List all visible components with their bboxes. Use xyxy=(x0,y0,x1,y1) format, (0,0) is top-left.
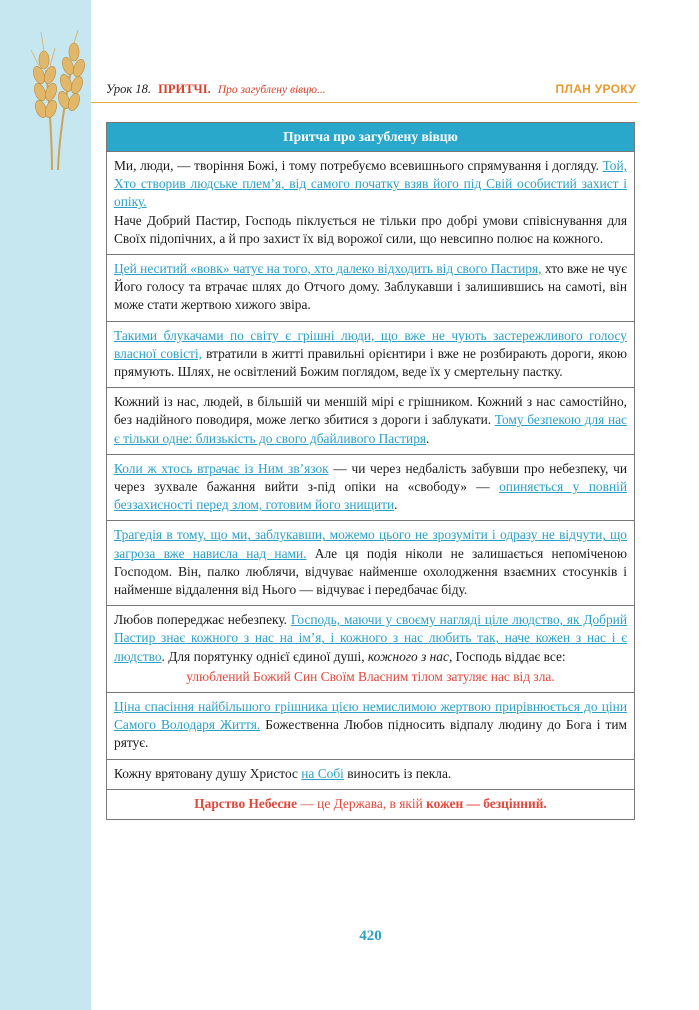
text-run: Божественна Любов підносить відпалу людину до Бога і тим рятує. xyxy=(114,717,627,751)
text-run: хто вже не чує Його голосу та втрачає шлях до Отчого дому. Заблукавши і залишившись на самоті, він може стати жертвою хижого звіра. xyxy=(114,261,627,313)
table-row xyxy=(107,606,635,693)
highlighted-text: Тому безпекою для нас є тільки одне: близькість до свого дбайливого Пастиря xyxy=(114,412,628,446)
table-cell xyxy=(107,521,635,606)
text-run: . xyxy=(394,497,398,513)
table-cell xyxy=(107,606,635,693)
text-run: Але ця подія ніколи не залишається непоміченою Господом. Він, палко люблячи, відчуває найменше охолодження взаємних стосунків і найменше віддалення від Нього — відчуває і передбачає біду. xyxy=(114,545,627,598)
highlighted-text: на Собі xyxy=(301,765,344,781)
kingdom-heading: Царство Небесне xyxy=(194,795,298,811)
table-cell xyxy=(107,693,635,760)
parable-table xyxy=(106,122,635,820)
highlighted-text: Такими блукачами по світу є грішні люди, що вже не чують застережливого голосу власної совісті, xyxy=(114,327,627,361)
table-row xyxy=(107,388,635,455)
text-run: Ми, люди, — творіння Божі, і тому потребуємо всевишнього спрямування і догляду. xyxy=(114,158,603,173)
italic-text: кожного з нас xyxy=(367,648,449,664)
table-header-row xyxy=(107,123,635,152)
highlighted-text: Ціна спасіння найбільшого грішника цією немислимою жертвою прирівнюється до ціни Самого Володаря Життя. xyxy=(114,699,627,733)
table-title: Притча про загублену вівцю xyxy=(107,123,635,152)
text-run: . xyxy=(426,430,430,446)
text-run: — це Держава, в якій xyxy=(297,795,427,811)
page-header xyxy=(106,82,636,102)
table-cell xyxy=(107,255,635,322)
table-row xyxy=(107,521,635,606)
wheat-icon xyxy=(22,30,92,170)
table-cell xyxy=(107,321,635,388)
lesson-number: Урок 18. xyxy=(106,82,152,96)
table-row xyxy=(107,693,635,760)
page-number: 420 xyxy=(359,928,382,944)
conclusion-cell xyxy=(107,789,635,819)
table-row xyxy=(107,152,635,255)
table-row xyxy=(107,255,635,322)
highlighted-text: Господь, маючи у своєму нагляді ціле людство, як Добрий Пастир знає кожного з нас на ім’я, і кожного з нас любить так, наче кожен з нас і є людство xyxy=(114,612,627,664)
red-quote: улюблений Божий Син Своїм Власним тілом затуляє нас від зла. xyxy=(186,668,555,684)
table-cell xyxy=(107,759,635,789)
highlighted-text: опиняється у повній беззахисності перед злом, готовим його знищити xyxy=(114,479,627,513)
text-run: — чи через недбалість забувши про небезпеку, чи через зухвале бажання вийти з-під опіки на «свободу» — xyxy=(114,460,627,495)
header-divider xyxy=(91,102,637,103)
lesson-subtitle: Про загублену вівцю... xyxy=(217,84,326,96)
text-run: , Господь віддає все: xyxy=(448,648,566,664)
lesson-plan-label: ПЛАН УРОКУ xyxy=(555,82,636,96)
text-run: . Для порятунку однієї єдиної душі, xyxy=(161,648,368,664)
text-run: Кожну врятовану душу Христос xyxy=(114,765,302,781)
highlighted-text: Трагедія в тому, що ми, заблукавши, можемо цього не зрозуміти і одразу не відчути, що загроза вже нависла над нами. xyxy=(114,527,627,561)
table-row xyxy=(107,759,635,789)
text-run: Любов попереджає небезпеку. xyxy=(114,612,291,628)
table-cell xyxy=(107,454,635,521)
lesson-topic: ПРИТЧІ. xyxy=(158,82,211,96)
emphasis-text: кожен — безцінний. xyxy=(426,795,547,811)
table-row xyxy=(107,789,635,819)
text-run: виносить із пекла. xyxy=(343,765,452,781)
text-run: втратили в житті правильні орієнтири і вже не розбирають дороги, якою прямують. Шлях, не освітлений Божим поглядом, веде їх у смертельну пастку. xyxy=(114,345,627,380)
text-run: Наче Добрий Пастир, Господь піклується не тільки про добрі умови співіснування для Своїх підопічних, а й про захист їх від ворожої сили, що невсипно полює на кожного. xyxy=(114,212,627,246)
table-row xyxy=(107,321,635,388)
table-row xyxy=(107,454,635,521)
table-cell xyxy=(107,388,635,455)
highlighted-text: Той, Хто створив людське плем’я, від самого початку взяв його під Свій особистий захист і опіку. xyxy=(114,158,627,210)
highlighted-text: Коли ж хтось втрачає із Ним зв’язок xyxy=(114,460,329,476)
text-run: Кожний із нас, людей, в більшій чи меншій мірі є грішником. Кожний з нас самостійно, без надійного поводиря, може легко збитися з дороги і заблукати. xyxy=(114,394,627,428)
highlighted-text: Цей неситий «вовк» чатує на того, хто далеко відходить від свого Пастиря, xyxy=(114,261,542,277)
table-cell xyxy=(107,152,635,255)
